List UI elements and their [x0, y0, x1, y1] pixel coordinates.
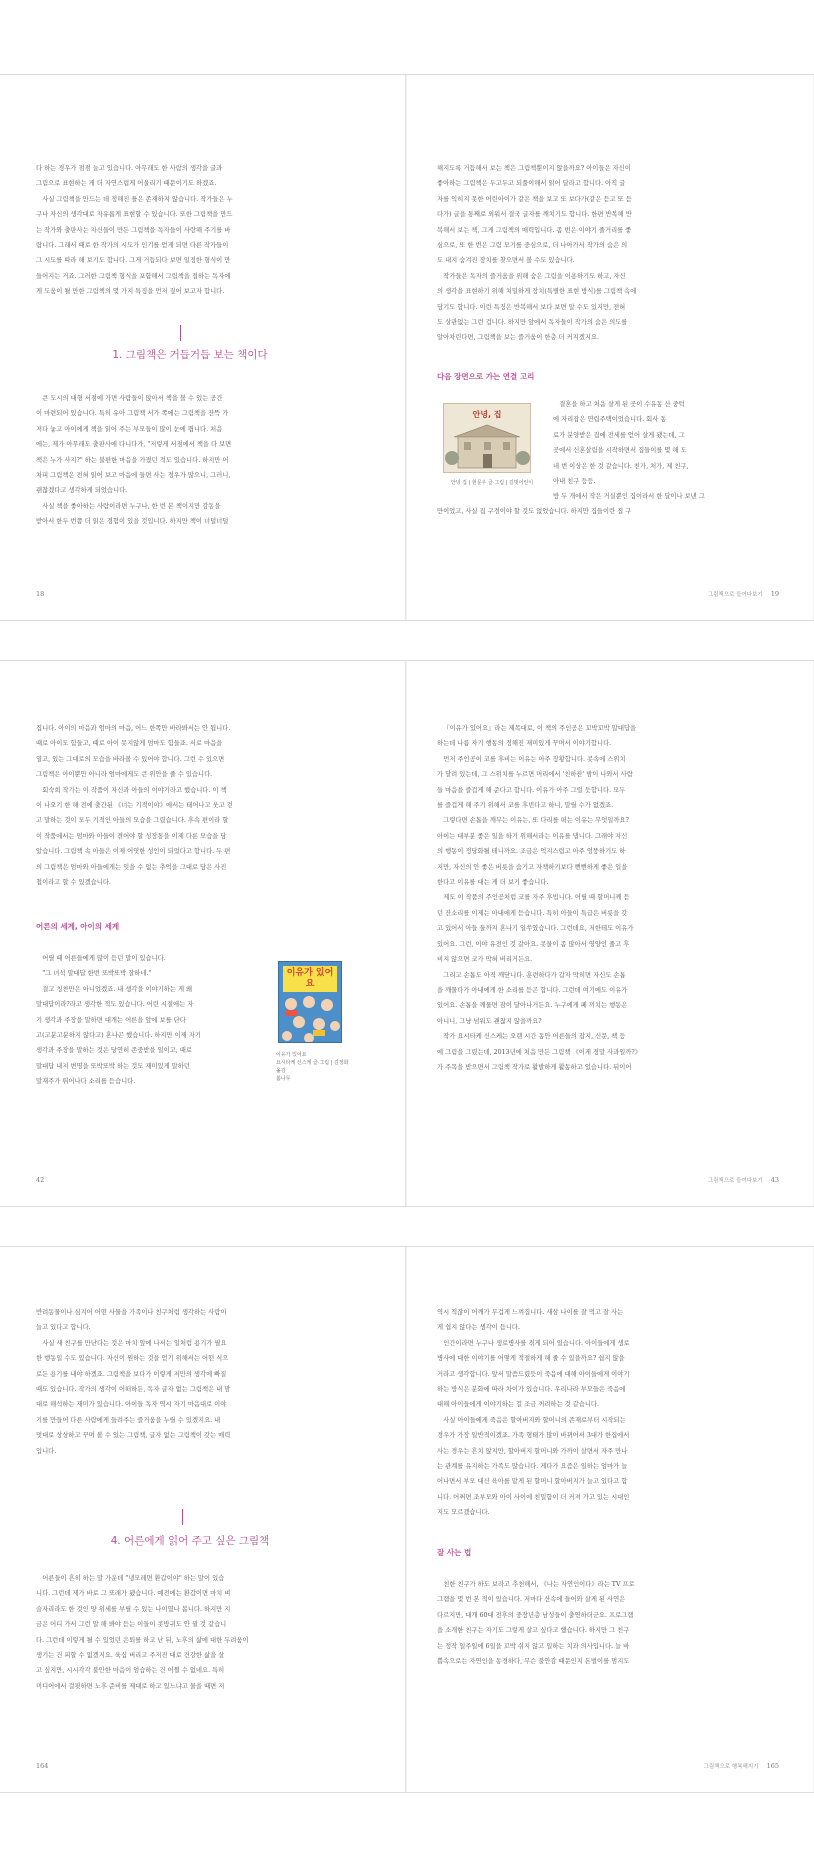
- text-line: 하는 방식은 분화에 따라 차이가 있습니다. 우리나라 부모들은 죽음에: [437, 1386, 626, 1394]
- page-number: 42: [36, 1176, 45, 1184]
- text-column: [437, 1305, 747, 1521]
- text-line: 고(고분고분하지 않다고) 혼나곤 했습니다. 하지만 이제 자기: [36, 1032, 201, 1040]
- text-line: 경우가 가장 일반적이겠죠. 가족 형태가 많이 바뀌어서 3대가 한집에서: [437, 1432, 630, 1440]
- text-column: [437, 721, 747, 1075]
- text-line: 아내 친구 등등.: [553, 478, 596, 486]
- text-line: 이 작품에서는 엄마와 아들이 겪어야 할 성장통을 이제 다룬 모습을 담: [36, 832, 227, 840]
- text-line: 료가 분양받은 집에 전세를 얻어 살게 됐는데, 그: [553, 431, 685, 439]
- text-line: 지만, 자신의 안 좋은 버릇을 숨기고 자책하기보다 뻔뻔하게 좋은 일을: [437, 863, 628, 871]
- text-line: 한 행동일 수도 있습니다. 자신이 원하는 것을 얻기 위해서는 어떤 식으: [36, 1355, 229, 1363]
- text-line: 그렇다면 손톱을 깨무는 이유는, 또 다리를 떠는 이유는 무엇일까요?: [443, 817, 629, 825]
- text-line: 심으로, 또 한 번은 그림 모기를 중심으로, 더 나아가서 작가의 숨은 의: [437, 242, 628, 250]
- spread-pages-164-165: [0, 1246, 814, 1793]
- running-head: 그림책으로 들여다보기: [707, 1178, 763, 1184]
- text-line: 미디어에서 걸핏하면 노후 준비를 제대로 하고 있느냐고 물을 때면 저: [36, 1682, 225, 1690]
- text-line: 대해 아이들에게 이야기하는 걸 조금 꺼려하는 것 같습니다.: [437, 1401, 599, 1409]
- section-title: 4. 어른에게 읽어 주고 싶은 그림책: [110, 1535, 270, 1547]
- text-line: 알아차린다면, 그림책을 보는 즐거움이 한층 더 커지겠지요.: [437, 334, 599, 342]
- text-line: 네 번 이상은 한 것 같습니다. 친가, 처가, 제 친구,: [553, 462, 689, 470]
- text-line: 있어요. 손톱을 깨물면 잠이 달아나거든요. 누구에게 폐 끼치는 행동은: [437, 1002, 628, 1010]
- text-line: 제도 이 작품의 주인공처럼 코를 자주 후빕니다. 어릴 때 할머니께 듣: [443, 894, 630, 902]
- text-line: 그리고 손톱도 아직 깨닫니다. 훈련하다가 갑자 막히면 자신도 손톱: [443, 971, 626, 979]
- text-line: 말대답이라?라고 생각한 적도 있습니다. 어린 시절에는 자: [36, 1001, 194, 1009]
- text-line: 을 소개한 친구는 자기도 그렇게 살고 싶다고 했습니다. 하지만 그 친구: [437, 1627, 630, 1635]
- text-line: 고 말하는 것이 모두 기적인 아들의 모습을 그렸습니다. 후속 편이라 할: [36, 817, 229, 825]
- text-line: 아이는 대부분 좋은 일을 하기 위해서라는 이유를 댑니다. 그래야 자신: [437, 832, 628, 840]
- book-caption: [276, 1051, 352, 1083]
- text-line: 그램을 몇 번 본 적이 있습니다. 저마다 산속에 들어와 살게 된 사연은: [437, 1596, 626, 1604]
- text-line: 아니니, 그냥 넘워도 괜찮지 않을까요?: [437, 1017, 542, 1025]
- running-head: 그림책으로 행복해지기: [703, 1764, 759, 1770]
- text-line: "그 녀석 말대답 한번 또박또박 잘하네.": [42, 970, 152, 978]
- text-column: [437, 1577, 747, 1669]
- text-line: 하는데 나름 자기 행동의 정해진 재미있게 꾸며서 이야기합니다.: [437, 740, 612, 748]
- text-line: 도 내지 숨겨진 장치를 찾으면서 볼 수도 있습니다.: [437, 257, 575, 265]
- text-line: 사실 아이들에게 죽음은 할아버지와 할머니의 존재로부터 시작되는: [443, 1416, 626, 1424]
- text-line: 가 달려 있는데, 그 스위치를 누르면 머리에서 '친하잔' 밤이 나와서 사람: [437, 771, 633, 779]
- text-line: 좋아하는 그림책은 두고두고 되풀이해서 읽어 달라고 합니다. 아직 글: [437, 180, 626, 188]
- text-line: 에는, 제가 아무래도 출판사에 다니다가, "저렇게 서점에서 책을 다 보면: [36, 441, 232, 449]
- text-line: 져다 놓고 아이에게 책을 읽어 주는 부모들이 많이 눈에 띕니다. 처음: [36, 425, 223, 433]
- text-line: 입니다.: [36, 1447, 57, 1455]
- text-line: 니다. 그런데 제가 바로 그 또래가 됐습니다. 예전에는 환갑이면 마치 벼: [36, 1590, 231, 1598]
- text-line: 고 싶지만, 시시각각 불안한 마음이 엄습하는 건 어쩔 수 없네요. 특히: [36, 1667, 225, 1675]
- text-line: 그 시도를 따라 해 보기도 합니다. 그게 거듭되다 보면 일정한 형식이 만: [36, 257, 231, 265]
- text-line: 괜찮겠다고 생각하게 되었습니다.: [36, 487, 128, 495]
- spread-pages-42-43: [0, 660, 814, 1207]
- text-line: 를 즐겁게 해 주기 위해서 코를 후빈다고 하니, 말릴 수가 없겠죠.: [437, 802, 614, 810]
- text-line: 어릴 때 어른들에게 많이 듣던 말이 있습니다.: [42, 955, 166, 962]
- text-line: 는 관계를 유지하는 가족도 많습니다. 게다가 요즘은 일하는 엄마가 늘: [437, 1463, 628, 1471]
- text-line: 사실 그림책을 만드는 데 정해진 틀은 존재하지 않습니다. 작가들은 누: [42, 195, 233, 203]
- text-line: 어른들이 흔히 하는 말 가운데 "냉모레면 환갑이야" 하는 말이 있습: [42, 1575, 225, 1582]
- text-line: 기 생각과 주장을 말하면 대개는 어른을 앞에 보를 단다: [36, 1016, 186, 1024]
- text-line: 해지도록 거듭해서 보는 책은 그림책뿐이지 않을까요? 아이들은 자신이: [437, 165, 631, 172]
- text-line: 첩이라고 할 수 있겠습니다.: [36, 879, 111, 887]
- text-line: 복해서 보는 책, 그게 그림책의 매력입니다. 좀 번은 이야기 줄거리를 좋: [437, 226, 632, 234]
- text-line: 에 자리잡은 연립주택이었습니다. 회사 동: [553, 416, 667, 424]
- text-column: [36, 391, 344, 530]
- text-column: [36, 721, 344, 890]
- text-line: 사실 책을 좋아하는 사람이라면 누구나, 한 번 본 책이지만 감동을: [42, 502, 221, 510]
- text-line: 그림으로 표현하는 게 더 자연스럽게 어울리기 때문이기도 하겠죠.: [36, 180, 217, 188]
- text-line: 인간이라면 누구나 생로병사를 겪게 되어 있습니다. 아이들에게 생로: [443, 1339, 630, 1347]
- house-illustration: [444, 424, 530, 472]
- text-line: 다. 그런데 이렇게 될 수 있었던 은퇴를 하고 난 뒤, 노후의 삶에 대한 두려움이: [36, 1636, 249, 1644]
- running-head: 그림책으로 들여다보기: [707, 592, 763, 598]
- text-line: 들 마음을 즐겁게 해 준다고 합니다. 이유가 아주 그럴 듯합니다. 모두: [437, 786, 626, 794]
- text-line: 금은 어디 가서 그런 말 해 봐야 듣는 이들이 콧방귀도 안 뀔 것 같습니: [36, 1621, 227, 1629]
- text-line: 『이유가 있어요』라는 제목대로, 이 책의 주인공은 꼬박꼬박 말대답을: [443, 725, 637, 732]
- text-line: 는 작가와 출판사는 자신들이 만든 그림책을 독자들이 사랑해 주기를 바: [36, 226, 231, 234]
- caption-line: 이유가 있어요: [276, 1052, 307, 1058]
- text-line: 을 깨물다가 아내에게 한 소리를 듣곤 합니다. 그런데 여기에도 이유가: [437, 986, 628, 994]
- text-line: 다르지만, 대개 60대 전후의 중장년층 남성들이 출연하더군요. 프로그램: [437, 1611, 634, 1619]
- book-cover-image: [443, 403, 531, 473]
- text-line: 비지 않으면 코가 막혀 버리거든요.: [437, 956, 533, 964]
- text-line: 어나면서 부모 대신 육아를 맡게 된 할머니 할아버지가 늘고 있다고 합: [437, 1478, 628, 1486]
- text-line: 았습니다. 그림책 속 아들은 이제 어엿한 성인이 되었다고 합니다. 두 편: [36, 848, 231, 856]
- text-column: [36, 1571, 344, 1694]
- text-line: 늘고 있다고 합니다.: [36, 1324, 91, 1332]
- text-line: 회숙희 작가는 이 작품이 자신과 아들의 이야기라고 했습니다. 이 책: [42, 786, 227, 794]
- page-number: 43: [770, 1176, 779, 1184]
- section-marker: [180, 325, 181, 341]
- running-footer: [704, 1762, 779, 1770]
- text-line: 의 생각을 표현하기 위해 치밀하게 장치(특별한 표현 방식)를 그림책 속에: [437, 288, 637, 296]
- text-line: 다 하는 경우가 점점 늘고 있습니다. 아무래도 한 사람의 생각을 글과: [36, 165, 223, 172]
- text-line: 의 그림책은 엄마와 아들에게는 잊을 수 없는 추억을 그대로 담은 사진: [36, 863, 227, 871]
- page-43: [407, 661, 813, 1206]
- spread-pages-18-19: [0, 74, 814, 621]
- text-line: 결혼을 하고 처음 살게 된 곳이 수유동 산 중턱: [559, 401, 685, 408]
- book-cover-title: 안녕, 집: [472, 410, 502, 419]
- text-line: 반려동물이나 심지어 어떤 사물을 가족이나 친구처럼 생각하는 사람이: [36, 1309, 227, 1316]
- text-line: 있어요. 그런, 이야 유전인 것 같아요. 콧물이 좀 많아서 영양인 줄고 후: [437, 940, 630, 948]
- subheading: 다음 장면으로 가는 연결 고리: [437, 372, 535, 381]
- page-19: [407, 75, 813, 620]
- text-column: [437, 161, 747, 346]
- text-line: 의 행동이 정당화될 테니까요. 조금은 억지스럽고 아주 엉뚱하기도 하: [437, 848, 626, 856]
- text-line: 책은 누가 사지?" 하는 불편한 마음을 가졌던 적도 있습니다. 하지만 어: [36, 456, 229, 464]
- text-line: 말재주가 뛰어나다 소리를 듣습니다.: [36, 1078, 136, 1086]
- text-line: 그림책은 아이뿐만 아니라 엄마에게도 큰 위안을 줄 수 있습니다.: [36, 771, 213, 779]
- text-line: 니다. 어쩌면 조부모와 아이 사이에 친밀함이 더 커져 가고 있는 시대인: [437, 1493, 630, 1501]
- text-line: 사는 경우는 흔치 않지만, 할아버지 할머니와 가까이 살면서 자주 만나: [437, 1447, 628, 1455]
- text-line: 역시 적잖이 어깨가 무겁게 느껴집니다. 새삼 나이를 잘 먹고 잘 사는: [437, 1309, 624, 1316]
- page-number: 165: [766, 1762, 779, 1770]
- text-column: [36, 161, 344, 300]
- book-cover-image: [278, 961, 342, 1043]
- page-number: 18: [36, 590, 45, 598]
- text-line: 만이었고, 사실 집 구경이야 할 것도 없었습니다. 하지만 집들이란 집 구: [437, 508, 632, 516]
- text-line: 때도 있습니다. 작가의 생각이 어떠하든, 독자 글자 없는 그림책은 내 맘: [36, 1386, 231, 1394]
- text-line: 방 두 개에서 작은 거실뿐인 집이라서 한 달이나 보낸 그: [553, 493, 705, 500]
- text-line: 담기도 합니다. 이런 특징은 반복해서 보다 보면 알 수도 있지만, 전혀: [437, 303, 626, 311]
- page-18: [0, 75, 406, 620]
- text-line: 다가) 글을 통째로 외워서 결국 글자를 깨치기도 합니다. 한편 반복해 반: [437, 211, 632, 219]
- page-42: [0, 661, 406, 1206]
- text-line: 결고 칭찬만은 아니었겠죠. 내 생각을 이야기하는 게 왜: [42, 985, 193, 993]
- text-line: 고 있어서 아들 둘까지 혼나기 일쑤였습니다. 그런데요, 저한테도 이유가: [437, 925, 634, 933]
- text-line: 큰 도시의 대형 서점에 가면 사람들이 앉아서 책을 볼 수 있는 공간: [42, 395, 223, 402]
- page-164: [0, 1247, 406, 1792]
- text-line: 가 주목을 받으면서 그림책 작가로 활발하게 활동하고 있습니다. 뒤이어: [437, 1063, 632, 1071]
- text-line: 거라고 생각합니다. 앞서 말씀드렸듯이 죽음에 대해 아이들에게 이야기: [437, 1370, 630, 1378]
- text-line: 들어지는 거죠. 그러한 그림책 형식을 포함해서 그림책을 접하는 독자에: [36, 272, 231, 280]
- text-line: 받아서 한두 번쯤 더 읽은 경험이 있을 것입니다. 하지만 책이 너덜너덜: [36, 518, 229, 526]
- text-line: 이 마련되어 있습니다. 특히 유아 그림책 서가 쪽에는 그림책을 잔뜩 가: [36, 410, 229, 418]
- subheading: 잘 사는 법: [437, 1548, 472, 1557]
- text-line: 기를 만들어 다른 사람에게 들려주는 즐거움을 누릴 수 있겠지요. 내: [36, 1416, 221, 1424]
- text-line: 슬자리라도 한 것인 양 위세를 부릴 수 있는 나이였나 봅니다. 하지만 지: [36, 1605, 231, 1613]
- text-line: 작가 요시타케 신스케는 오랜 시간 동안 어른들의 잡지, 신문, 책 등: [443, 1033, 626, 1041]
- text-line: 집니다. 아이의 마음과 엄마의 마음, 어느 한쪽만 바라봐서는 안 됩니다.: [36, 725, 231, 732]
- text-line: 병사에 대한 이야기를 어떻게 적절하게 해 줄 수 있을까요? 쉽지 않을: [437, 1355, 625, 1363]
- text-line: 랍니다. 그래서 때로 한 작가의 시도가 인기를 얻게 되면 다른 작가들이: [36, 242, 229, 250]
- text-line: 지도 모르겠습니다.: [437, 1509, 490, 1517]
- text-line: 도 상관없는 그런 겁니다. 하지만 앞에서 독자들이 작가의 숨은 의도를: [437, 319, 628, 327]
- text-line: 던 잔소리를 이제는 아내에게 듣습니다. 특히 아들이 특급은 버릇을 갖: [437, 909, 628, 917]
- text-column: [437, 489, 747, 520]
- text-line: 곳에서 신혼살림을 시작하면서 집들이를 몇 해 도: [553, 447, 687, 455]
- text-column: [553, 397, 747, 489]
- text-line: 차피 그림책은 전혀 읽어 보고 마음에 들면 사는 경우가 많으니, 그러니,: [36, 472, 231, 480]
- page-165: [407, 1247, 813, 1792]
- text-line: 먼저 주인공이 코를 후비는 이유는 아주 장황합니다. 콧속에 스위치: [443, 755, 626, 763]
- text-line: 쁨속으로는 자연인을 동경하다, 무슨 불안감 때문인지 돈벌이를 멈지도: [437, 1658, 630, 1666]
- text-line: 로든 용기를 내야 하겠죠. 그림책을 보다가 이렇게 저만의 생각에 빠질: [36, 1370, 227, 1378]
- text-line: 생각과 주장을 말하는 것은 당연히 존중받을 일이고, 때로: [36, 1047, 192, 1055]
- text-column: [36, 1305, 344, 1459]
- text-line: 이 나오기 한 해 전에 출간된 《너는 기적이야》에서는 태어나고 웃고 걷: [36, 802, 233, 810]
- children-illustration: [279, 992, 342, 1043]
- text-line: 사실 새 친구를 만난다는 것은 마치 앞에 나서는 일처럼 용기가 필요: [42, 1339, 227, 1347]
- running-footer: [708, 1176, 779, 1184]
- text-line: 는 정작 일주일에 6일을 꼬박 쉬지 않고 일하는 치과 의사입니다. 늘 바: [437, 1642, 630, 1650]
- page-number: 164: [36, 1762, 49, 1770]
- text-line: 한다고 이유를 대는 게 더 보기 좋습니다.: [437, 879, 549, 887]
- text-line: 친한 친구가 하도 보라고 추천해서, 《나는 자연인이다》라는 TV 프로: [443, 1581, 635, 1588]
- book-cover-title: 이유가 있어요: [283, 966, 337, 992]
- text-line: 작가들은 독자의 즐거움을 위해 숨은 그림을 이용하기도 하고, 자신: [443, 272, 626, 280]
- text-line: 게 도움이 될 만한 그림책의 몇 가지 특징을 먼저 짚어 보고자 합니다.: [36, 288, 225, 296]
- text-line: 멋대로 상상하고 꾸며 볼 수 있는 그림책, 글자 없는 그림책이 갖는 매력: [36, 1432, 231, 1440]
- section-title: 1. 그림책은 거듭거듭 보는 책이다: [112, 349, 268, 361]
- text-column: [36, 951, 272, 1090]
- subheading: 어른의 세계, 아이의 세계: [36, 922, 120, 931]
- text-line: 때로 아이도 힘들고, 때로 아이 못지않게 엄마도 힘들죠. 서로 마음을: [36, 740, 223, 748]
- running-footer: [708, 590, 779, 598]
- text-line: 게 쉽지 않다는 생각이 듭니다.: [437, 1324, 521, 1332]
- text-line: 구나 자신의 생각대로 자유롭게 표현할 수 있습니다. 또한 그림책을 만드: [36, 211, 233, 219]
- section-marker: [182, 1509, 183, 1525]
- text-line: 대로 해석하는 재미가 있습니다. 아이들 독자 역시 자기 마음대로 이야: [36, 1401, 227, 1409]
- text-line: 에 그림을 그렸는데, 2013년에 처음 만든 그림책 《이게 정말 사과일까?》: [437, 1048, 642, 1056]
- text-line: 열고, 있는 그대로의 모습을 바라볼 수 있어야 합니다. 그런 수 있으면: [36, 755, 225, 763]
- page-number: 19: [770, 590, 779, 598]
- caption-line: 요시타케 신스케 글·그림 | 김정화 옮김: [276, 1060, 349, 1074]
- text-line: 말대답 내지 변명을 또박또박 하는 것도 재미있게 말하던: [36, 1062, 190, 1070]
- caption-line: 봄나무: [276, 1076, 291, 1082]
- book-caption: 안녕 집 | 현문우 글·그림 | 길벗어린이: [450, 480, 534, 486]
- text-line: 자를 익히지 못한 어린아이가 같은 책을 보고 또 보다가(같은 듣고 또 듣: [437, 195, 632, 203]
- text-line: 생기는 건 피할 수 없겠지요. 육십 버리고 주저진 대로 건강한 삶을 살: [36, 1652, 225, 1660]
